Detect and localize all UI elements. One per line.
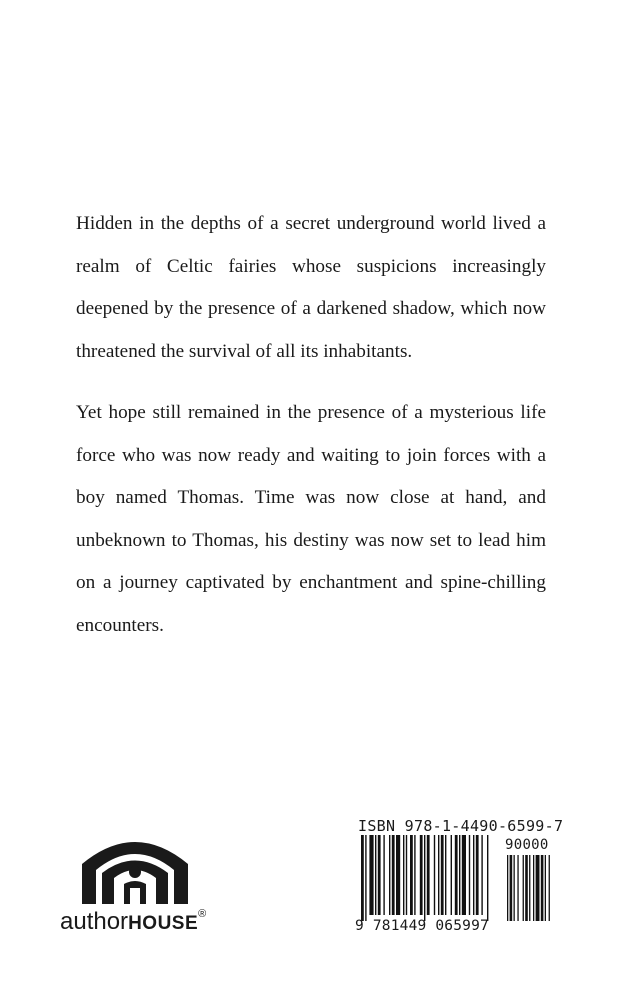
blurb-paragraph-2: Yet hope still remained in the presence of a mysterious life force who was now ready and waiting to join forces with a boy named Thomas. Time was now close at hand, and unbeknown to Thomas, his destiny was now set to lead him on a journey captivated by enchantment and spine-chilling encounters. [76,402,546,636]
back-cover-blurb [76,203,546,666]
ean-digits: 9 781449 065997 [355,918,489,934]
authorhouse-logo-icon [80,828,190,906]
blurb-paragraph-1: Hidden in the depths of a secret underground world lived a realm of Celtic fairies whose suspicions increasingly deepened by the presence of a darkened shadow, which now threatened the survival of all its inhabitants. [76,213,546,362]
wordmark-house: HOUSE [128,913,199,934]
isbn-label: ISBN 978-1-4490-6599-7 [358,817,564,835]
publisher-logo [60,828,230,938]
price-addon-label: 90000 [505,837,549,853]
isbn-barcode-block [355,817,570,942]
wordmark-author: author [60,908,129,935]
publisher-wordmark [60,908,230,936]
registered-mark: ® [198,908,207,920]
